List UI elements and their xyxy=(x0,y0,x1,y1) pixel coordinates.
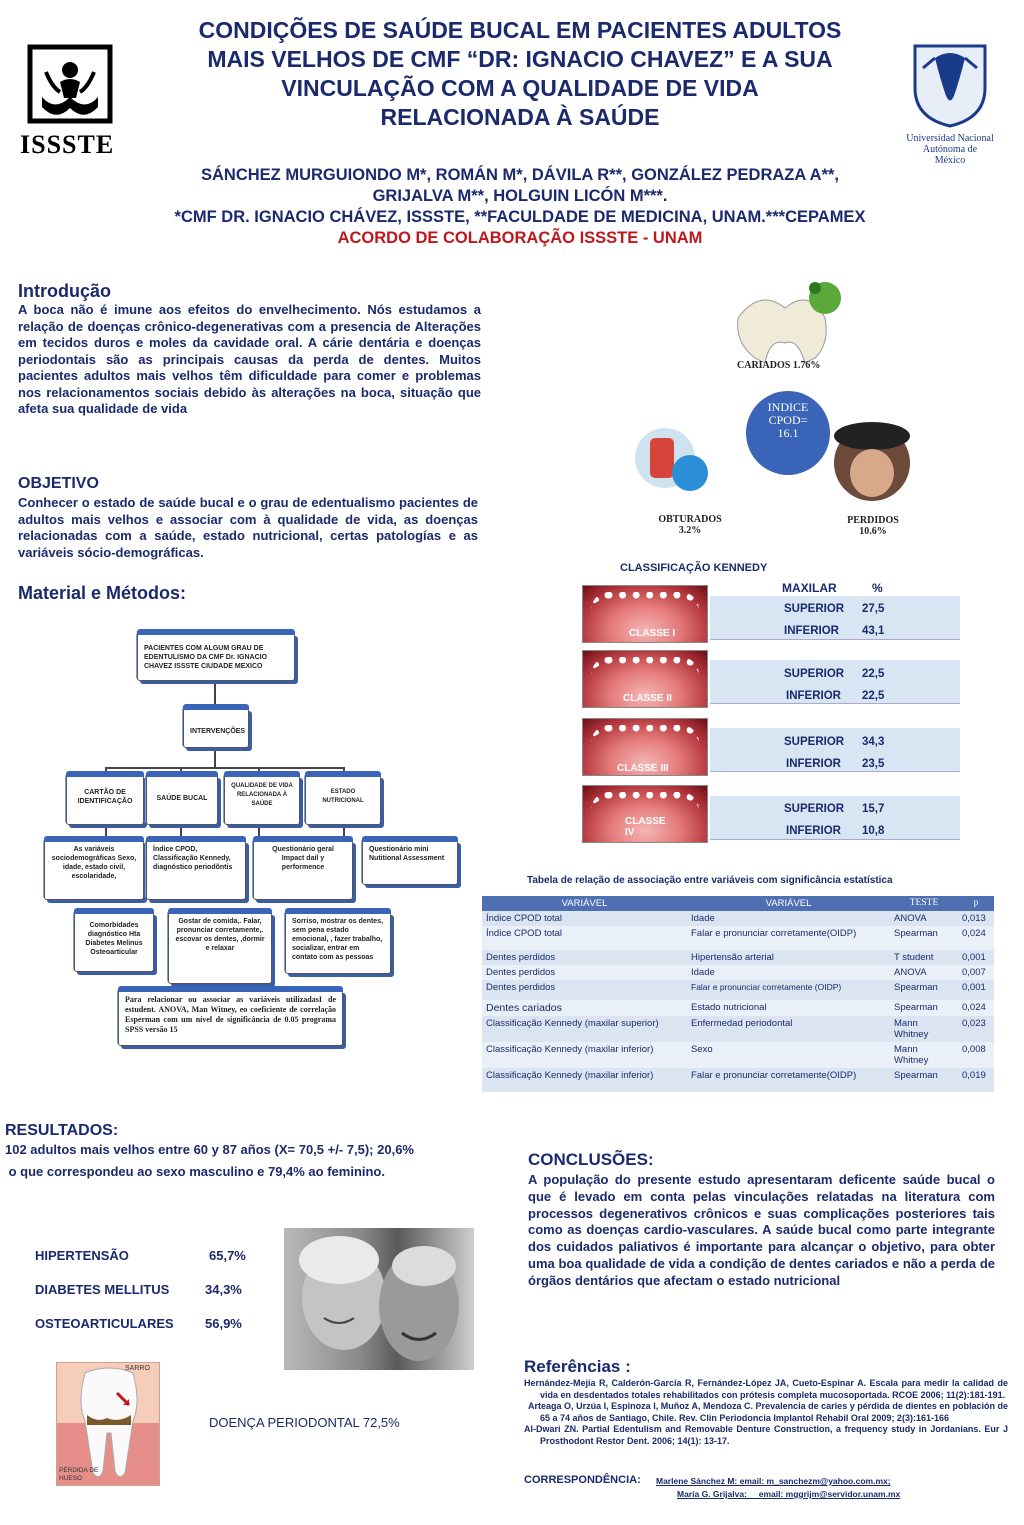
stats-header-test: TESTE xyxy=(890,896,958,911)
unam-logo-line-3: México xyxy=(934,155,966,166)
title-line-2: MAIS VELHOS DE CMF “DR: IGNACIO CHAVEZ” E A SUA xyxy=(207,46,833,72)
kennedy-class-4-inf: INFERIOR xyxy=(786,825,841,837)
cpod-center-line-1: INDICE xyxy=(767,400,809,414)
correspondence-line-2[interactable]: María G. Grijalva: email: mggrijm@servidor.unam.mx xyxy=(677,1489,901,1499)
table-cell: 0,001 xyxy=(958,950,994,965)
obturados-label xyxy=(650,514,730,536)
results-list xyxy=(35,1248,255,1350)
table-cell: Índice CPOD total xyxy=(482,926,687,950)
kennedy-class-2-image xyxy=(582,650,708,708)
table-cell: Dentes perdidos xyxy=(482,950,687,965)
kennedy-class-3-sup-value: 34,3 xyxy=(862,736,885,748)
correspondence-line-1[interactable]: Marlene Sánchez M: email: m_sanchezm@yahoo.com.mx; xyxy=(656,1476,891,1486)
issste-emblem-icon xyxy=(20,42,120,127)
table-cell: Spearman xyxy=(890,926,958,950)
kennedy-class-2-label: CLASSE II xyxy=(623,693,672,704)
periodontal-result: DOENÇA PERIODONTAL 72,5% xyxy=(209,1415,400,1430)
result-diabetes-label: DIABETES MELLITUS xyxy=(35,1282,170,1297)
kennedy-class-3-sup: SUPERIOR xyxy=(784,736,845,748)
table-cell: 0,024 xyxy=(958,1000,994,1016)
intro-heading: Introdução xyxy=(18,281,111,301)
issste-logo xyxy=(20,42,120,159)
kennedy-class-4-inf-value: 10,8 xyxy=(862,825,885,837)
kennedy-class-3-image xyxy=(582,718,708,776)
kennedy-class-4-sup-value: 15,7 xyxy=(862,803,885,815)
stats-header-p: p xyxy=(958,896,994,911)
table-cell: Hipertensão arterial xyxy=(687,950,890,965)
table-cell: 0,024 xyxy=(958,926,994,950)
table-cell: Mann Whitney xyxy=(890,1016,958,1042)
table-row xyxy=(482,1016,994,1042)
flow-box-comorbidities: Comorbidades diagnóstico Hta Diabetes Melinus Osteoarticular xyxy=(74,912,154,972)
flow-box-enjoy-food: Gostar de comida,. Falar, pronunciar corretamente,. escovar os dentes, ,dormir e relaxar xyxy=(168,912,272,984)
table-cell: 0,007 xyxy=(958,965,994,980)
flow-box-statistics: Para relacionar ou associar as variáveis utilizadasI de estudent. ANOVA, Man Witney, eo coeficiente de correlação Esperman com um nível de significância de 0.05 programa SPSS versão 15 xyxy=(118,990,343,1046)
kennedy-class-1-image xyxy=(582,585,708,643)
objective-text: Conhecer o estado de saúde bucal e o grau de edentualismo pacientes de adultos mais velhos e associar com à qualidade de vida, as doenças relacionadas com a saúde, estado nutricional, certas patologías e as variáveis sócio-demográficas. xyxy=(18,495,478,560)
table-cell: ANOVA xyxy=(890,911,958,926)
kennedy-class-4-sup: SUPERIOR xyxy=(784,803,845,815)
kennedy-class-3-label: CLASSE III xyxy=(617,763,669,774)
table-cell: Idade xyxy=(687,965,890,980)
table-cell: Idade xyxy=(687,911,890,926)
obturados-label-line-2: 3.2% xyxy=(678,525,702,536)
flow-box-interventions: INTERVENÇÕES xyxy=(183,708,249,748)
table-cell: Classificação Kennedy (maxilar inferior) xyxy=(482,1068,687,1092)
obturados-label-line-1: OBTURADOS xyxy=(658,514,722,525)
table-cell: Spearman xyxy=(890,1068,958,1092)
title-line-1: CONDIÇÕES DE SAÚDE BUCAL EM PACIENTES ADULTOS xyxy=(198,17,842,43)
cpod-center-line-3: 16.1 xyxy=(777,426,799,440)
table-cell: ANOVA xyxy=(890,965,958,980)
cpod-center xyxy=(746,401,830,440)
flow-box-nutrition: ESTADO NUTRICIONAL xyxy=(305,775,381,825)
results-line-1: 102 adultos mais velhos entre 60 y 87 años (X= 70,5 +/- 7,5); 20,6% xyxy=(5,1142,414,1157)
table-row xyxy=(482,1042,994,1068)
result-osteo-value: 56,9% xyxy=(205,1316,242,1331)
result-hypertension-label: HIPERTENSÃO xyxy=(35,1248,129,1263)
table-cell: Estado nutricional xyxy=(687,1000,890,1016)
table-row xyxy=(482,980,994,1000)
table-cell: Classificação Kennedy (maxilar superior) xyxy=(482,1016,687,1042)
table-row xyxy=(482,965,994,980)
unam-shield-icon xyxy=(905,38,995,128)
perdidos-label-line-2: 10.6% xyxy=(859,526,887,537)
table-row xyxy=(482,926,994,950)
issste-logo-text: ISSSTE xyxy=(20,130,115,159)
objective-heading: OBJETIVO xyxy=(18,475,99,492)
cpod-center-line-2: CPOD= xyxy=(768,413,808,427)
references-heading: Referências : xyxy=(524,1357,631,1376)
table-cell: Dentes perdidos xyxy=(482,980,687,1000)
table-row xyxy=(482,1068,994,1092)
unam-logo-line-2: Autónoma de xyxy=(922,144,978,155)
kennedy-class-1-sup: SUPERIOR xyxy=(784,603,845,615)
table-cell: Dentes perdidos xyxy=(482,965,687,980)
tooth-label-perdida: PÉRDIDA DE HUESO xyxy=(59,1467,99,1482)
reference-item-2: Arteaga O, Urzúa I, Espinoza I, Muñoz A, Mendoza C. Prevalencia de caries y pérdida de dientes en población de 65 a 74 años de Santiago, Chile. Rev. Clin Periodoncia Implantol Rehabil Oral 2009; 2(3):161-166 xyxy=(528,1401,1008,1423)
intro-text: A boca não é imune aos efeitos do envelhecimento. Nós estudamos a relação de doenças crônico-degenerativas com a presencia de Alterações em tecidos duros e moles da cavidade oral. A cárie dentária e doenças periodontais são as principais causas da perda de dentes. Muitos pacientes adultos mais velhos têm dificuldade para comer e problemas nos relacionamentos sociais debido às alterações na boca, situação que afeta sua qualidade de vida xyxy=(18,302,481,416)
authors-line-1: SÁNCHEZ MURGUIONDO M*, ROMÁN M*, DÁVILA R**, GONZÁLEZ PEDRAZA A**, xyxy=(200,166,839,184)
conclusions-heading: CONCLUSÕES: xyxy=(528,1150,654,1169)
table-cell: Sexo xyxy=(687,1042,890,1068)
table-cell: 0,023 xyxy=(958,1016,994,1042)
unam-logo-line-1: Universidad Nacional xyxy=(906,133,994,144)
kennedy-col-pct: % xyxy=(872,581,883,595)
flow-box-mini-nutritional: Questionário mini Nutitional Assessment xyxy=(362,840,458,885)
elderly-couple-icon xyxy=(284,1228,474,1370)
table-cell: 0,013 xyxy=(958,911,994,926)
authors xyxy=(110,165,930,249)
table-cell: Classificação Kennedy (maxilar inferior) xyxy=(482,1042,687,1068)
table-cell: Mann Whitney xyxy=(890,1042,958,1068)
kennedy-class-2-sup: SUPERIOR xyxy=(784,668,845,680)
kennedy-class-1-label: CLASSE I xyxy=(629,628,676,639)
flow-box-cpod: Índice CPOD, Classificação Kennedy, diagnóstico periodõntis xyxy=(146,840,246,900)
flow-box-smile: Sorriso, mostrar os dentes, sem pena estado emocional, , fazer trabalho, socializar, entrar em contato com as pessoas xyxy=(285,912,391,974)
references-list xyxy=(524,1378,1008,1447)
correspondence-label: CORRESPONDÊNCIA: xyxy=(524,1474,641,1486)
flow-box-qol: QUALIDADE DE VIDA RELACIONADA À SAÚDE xyxy=(224,775,300,825)
kennedy-class-1-inf: INFERIOR xyxy=(784,625,839,637)
title-line-3: VINCULAÇÃO COM A QUALIDADE DE VIDA xyxy=(281,75,759,101)
kennedy-class-2-inf-value: 22,5 xyxy=(862,690,885,702)
table-cell: Spearman xyxy=(890,1000,958,1016)
kennedy-class-4-image xyxy=(582,785,708,843)
cpod-diagram xyxy=(620,268,920,548)
stats-table xyxy=(482,896,994,1092)
periodontal-tooth-image xyxy=(56,1362,160,1486)
perdidos-label xyxy=(838,515,908,537)
kennedy-col-maxilar: MAXILAR xyxy=(782,581,837,595)
flow-box-oral-health: SAÚDE BUCAL xyxy=(146,775,218,825)
title-line-4: RELACIONADA À SAÚDE xyxy=(380,104,660,130)
flow-box-patients: PACIENTES COM ALGUM GRAU DE EDENTULISMO DA CMF Dr. IGNACIO CHAVEZ ISSSTE CIUDADE MEXICO xyxy=(137,633,295,681)
poster-title xyxy=(140,16,900,132)
kennedy-class-4-label: CLASSE IV xyxy=(625,816,666,838)
stats-header-var1: VARIÁVEL xyxy=(482,896,687,911)
kennedy-title: CLASSIFICAÇÃO KENNEDY xyxy=(620,562,768,574)
flow-box-questionnaire: Questionário geral Impact dail y performence xyxy=(253,840,353,900)
tooth-label-sarro: SARRO xyxy=(125,1365,150,1372)
authors-line-2: GRIJALVA M**, HOLGUIN LICÓN M***. xyxy=(372,187,668,205)
results-line-2: o que correspondeu ao sexo masculino e 79,4% ao feminino. xyxy=(5,1164,385,1179)
table-cell: 0,019 xyxy=(958,1068,994,1092)
table-cell: Spearman xyxy=(890,980,958,1000)
results-heading: RESULTADOS: xyxy=(5,1122,119,1139)
table-cell: Índice CPOD total xyxy=(482,911,687,926)
reference-item-1: Hernández-Mejía R, Calderón-García R, Fernández-López JA, Cueto-Espinar A. Escala para medir la calidad de vida en desdentados totales rehabilitados con prótesis completa mucosoportada. RCOE 2006; 11(2):181-191. xyxy=(524,1378,1008,1400)
conclusions-text: A população do presente estudo apresentaram deficente saúde bucal o que é levado em conta pelas vinculações relatadas na literatura com processos degenerativos crônicos e suas complicações posteriores tais como as doenças cardio-vasculares. A saúde bucal como parte integrante dos cuidados paliativos é importante para alcançar o objetivo, para obter uma boa qualidade de vida a condição de dentes cariados e não a perda de órgãos dentários que afectam o estado nutricional xyxy=(528,1172,995,1288)
kennedy-class-1-sup-value: 27,5 xyxy=(862,603,885,615)
table-cell: Falar e pronunciar corretamente (OIDP) xyxy=(687,980,890,1000)
kennedy-class-2-inf: INFERIOR xyxy=(786,690,841,702)
table-cell: 0,001 xyxy=(958,980,994,1000)
table-row xyxy=(482,1000,994,1016)
result-osteo-label: OSTEOARTICULARES xyxy=(35,1316,174,1331)
table-cell: T student xyxy=(890,950,958,965)
table-row xyxy=(482,950,994,965)
affiliations-line: *CMF DR. IGNACIO CHÁVEZ, ISSSTE, **FACULDADE DE MEDICINA, UNAM.***CEPAMEX xyxy=(174,208,866,226)
kennedy-class-3-inf: INFERIOR xyxy=(786,758,841,770)
unam-logo xyxy=(900,38,1000,168)
result-hypertension-value: 65,7% xyxy=(209,1248,246,1263)
table-cell: Falar e pronunciar corretamente(OIDP) xyxy=(687,1068,890,1092)
cariados-label: CARIADOS 1.76% xyxy=(737,360,821,371)
kennedy-class-1-inf-value: 43,1 xyxy=(862,625,885,637)
reference-item-3: Al-Dwari ZN. Partial Edentulism and Removable Denture Construction, a frequency study in Jordanians. Eur J Prosthodont Restor Dent. 2006; 14(1): 13-17. xyxy=(524,1424,1008,1446)
table-cell: Falar e pronunciar corretamente(OIDP) xyxy=(687,926,890,950)
agreement-line: ACORDO DE COLABORAÇÃO ISSSTE - UNAM xyxy=(337,229,703,247)
table-cell: Dentes cariados xyxy=(482,1000,687,1016)
flow-box-card: CARTÃO DE IDENTIFICAÇÃO xyxy=(66,775,144,825)
stats-table-header xyxy=(482,896,994,911)
elderly-couple-photo xyxy=(284,1228,474,1370)
table-cell: Enfermedad periodontal xyxy=(687,1016,890,1042)
table-row xyxy=(482,911,994,926)
flow-box-variables: As variáveis sociodemográficas Sexo, idade, estado civil, escolaridade, xyxy=(44,840,144,900)
result-diabetes-value: 34,3% xyxy=(205,1282,242,1297)
table-cell: 0,008 xyxy=(958,1042,994,1068)
kennedy-class-2-sup-value: 22,5 xyxy=(862,668,885,680)
stats-header-var2: VARIÁVEL xyxy=(687,896,890,911)
stats-table-wrapper xyxy=(482,896,994,1092)
perdidos-label-line-1: PERDIDOS xyxy=(847,515,899,526)
stats-table-caption: Tabela de relação de associação entre variáveis com significância estatística xyxy=(527,875,893,886)
kennedy-class-3-inf-value: 23,5 xyxy=(862,758,885,770)
methods-heading: Material e Métodos: xyxy=(18,583,187,603)
